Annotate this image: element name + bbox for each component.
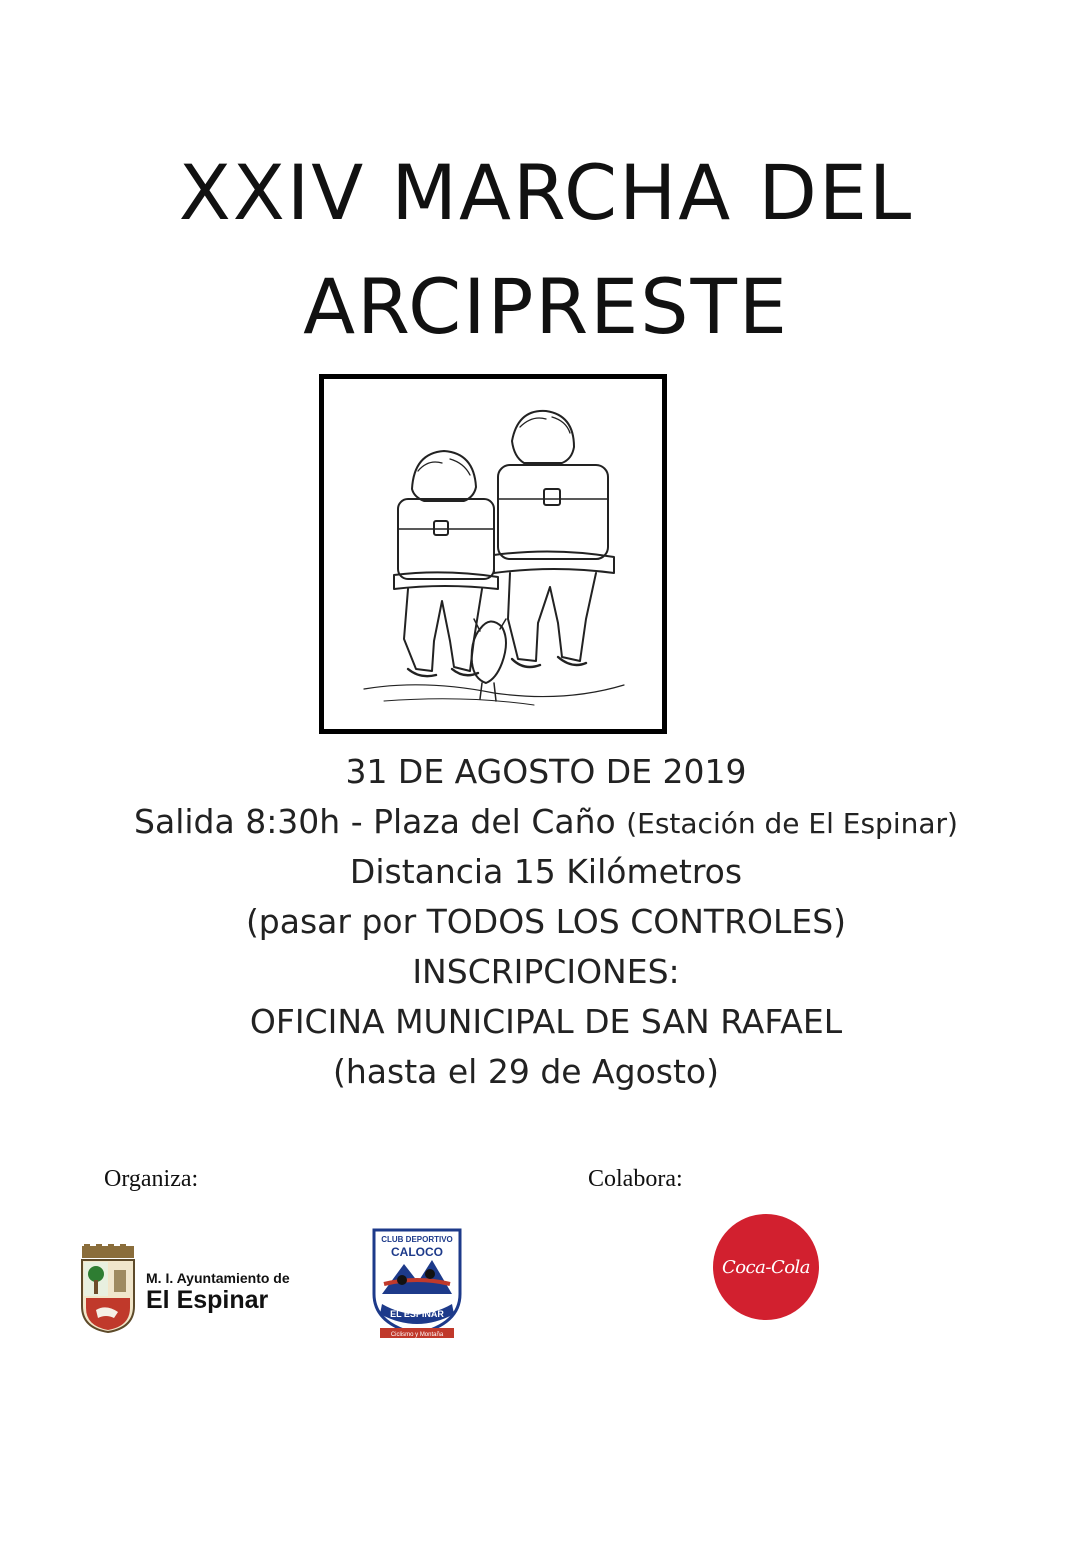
event-date: 31 DE AGOSTO DE 2019 <box>345 752 747 791</box>
departure-note: (Estación de El Espinar) <box>626 807 958 840</box>
el-espinar-crest-icon <box>78 1244 138 1334</box>
club-name-line4: Ciclismo y Montaña <box>390 1332 444 1338</box>
office-line: OFICINA MUNICIPAL DE SAN RAFAEL <box>249 1002 843 1041</box>
ayuntamiento-label: M. I. Ayuntamiento de <box>146 1270 290 1286</box>
coca-cola-wordmark: Coca-Cola <box>721 1256 811 1278</box>
deadline-line: (hasta el 29 de Agosto) <box>333 1052 719 1091</box>
ayuntamiento-name: El Espinar <box>146 1286 269 1314</box>
coca-cola-logo <box>713 1214 819 1320</box>
departure-text: Salida 8:30h - Plaza del Caño <box>134 802 616 841</box>
club-name-line2: CALOCO <box>391 1245 443 1259</box>
distance-line: Distancia 15 Kilómetros <box>349 852 743 891</box>
club-name-line1: CLUB DEPORTIVO <box>381 1235 453 1244</box>
club-name-line3: EL ESPINAR <box>390 1309 444 1319</box>
club-caloco-badge-icon <box>370 1224 464 1342</box>
poster-title-line1: XXIV MARCHA DEL <box>178 148 914 237</box>
colabora-label: Colabora: <box>588 1166 683 1192</box>
hikers-illustration <box>319 374 667 734</box>
registrations-heading: INSCRIPCIONES: <box>412 952 680 991</box>
controls-line: (pasar por TODOS LOS CONTROLES) <box>245 902 847 941</box>
organiza-label: Organiza: <box>104 1166 199 1192</box>
poster-title-line2: ARCIPRESTE <box>303 262 789 351</box>
departure-line <box>0 802 1092 841</box>
